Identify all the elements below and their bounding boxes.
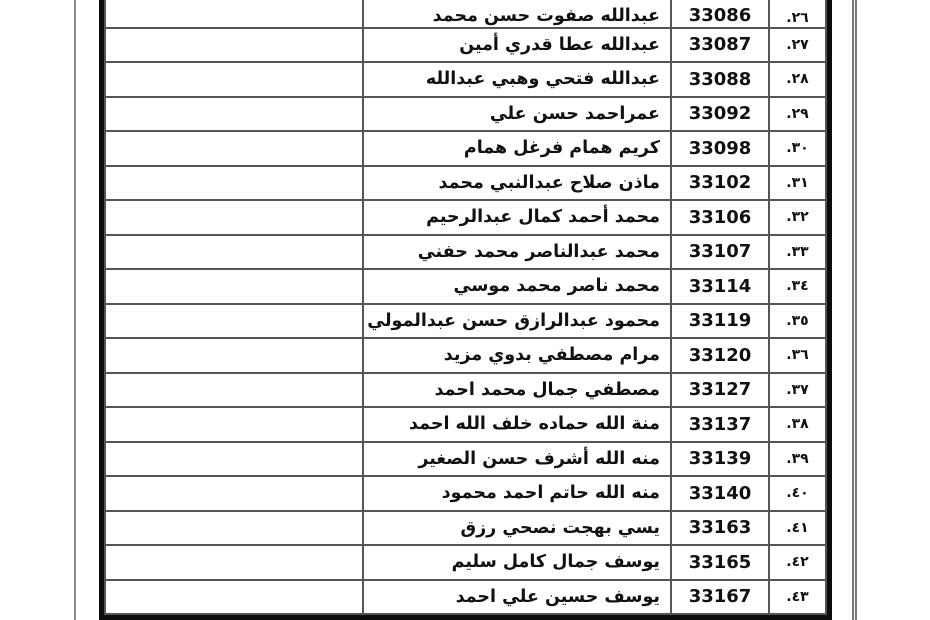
row-name-cell: مصطفي جمال محمد احمد: [363, 373, 671, 408]
row-name-cell: عبدالله عطا قدري أمين: [363, 28, 671, 63]
row-notes-cell: [105, 407, 363, 442]
row-id-cell: 33092: [671, 97, 769, 132]
row-id-cell: 33102: [671, 166, 769, 201]
row-id-cell: 33106: [671, 200, 769, 235]
row-notes-cell: [105, 338, 363, 373]
row-id-cell: 33139: [671, 442, 769, 477]
row-id-cell: 33088: [671, 62, 769, 97]
table-row: [105, 545, 826, 580]
row-id-cell: 33127: [671, 373, 769, 408]
row-serial-cell: ٣٠.: [769, 131, 826, 166]
row-serial-cell: ٣٦.: [769, 338, 826, 373]
row-name-cell: محمد أحمد كمال عبدالرحيم: [363, 200, 671, 235]
row-id-cell: 33107: [671, 235, 769, 270]
row-serial-cell: ٣٣.: [769, 235, 826, 270]
row-id-cell: 33140: [671, 476, 769, 511]
row-serial-cell: ٤٠.: [769, 476, 826, 511]
row-id-cell: 33165: [671, 545, 769, 580]
row-notes-cell: [105, 235, 363, 270]
row-id-cell: 33119: [671, 304, 769, 339]
row-name-cell: منه الله حاتم احمد محمود: [363, 476, 671, 511]
row-serial-cell: ٣٧.: [769, 373, 826, 408]
row-id-cell: 33163: [671, 511, 769, 546]
row-name-cell: مرام مصطفي بدوي مزيد: [363, 338, 671, 373]
row-notes-cell: [105, 166, 363, 201]
row-name-cell: محمد عبدالناصر محمد حفني: [363, 235, 671, 270]
table-row: [105, 97, 826, 132]
table-row: [105, 476, 826, 511]
row-notes-cell: [105, 373, 363, 408]
table-body: [105, 0, 826, 614]
row-notes-cell: [105, 0, 363, 28]
table-row: [105, 511, 826, 546]
row-notes-cell: [105, 131, 363, 166]
row-id-cell: 33167: [671, 580, 769, 615]
row-name-cell: كريم همام فرغل همام: [363, 131, 671, 166]
table-row: [105, 304, 826, 339]
table-row: [105, 0, 826, 28]
row-notes-cell: [105, 200, 363, 235]
row-serial-cell: ٢٦.: [769, 0, 826, 28]
row-name-cell: يوسف جمال كامل سليم: [363, 545, 671, 580]
row-notes-cell: [105, 62, 363, 97]
row-name-cell: محمد ناصر محمد موسي: [363, 269, 671, 304]
row-name-cell: عبدالله صفوت حسن محمد: [363, 0, 671, 28]
roster-table: [104, 0, 827, 615]
row-name-cell: منه الله أشرف حسن الصغير: [363, 442, 671, 477]
row-id-cell: 33087: [671, 28, 769, 63]
row-serial-cell: ٣٢.: [769, 200, 826, 235]
row-notes-cell: [105, 580, 363, 615]
row-notes-cell: [105, 442, 363, 477]
row-notes-cell: [105, 545, 363, 580]
row-id-cell: 33098: [671, 131, 769, 166]
row-id-cell: 33120: [671, 338, 769, 373]
row-serial-cell: ٣١.: [769, 166, 826, 201]
table-row: [105, 373, 826, 408]
name-roster-table: [99, 0, 832, 620]
page-margin-line-left: [74, 0, 76, 620]
table-row: [105, 269, 826, 304]
row-serial-cell: ٣٨.: [769, 407, 826, 442]
row-serial-cell: ٢٧.: [769, 28, 826, 63]
table-row: [105, 62, 826, 97]
row-notes-cell: [105, 511, 363, 546]
table-row: [105, 166, 826, 201]
row-notes-cell: [105, 28, 363, 63]
row-name-cell: عبدالله فتحي وهبي عبدالله: [363, 62, 671, 97]
table-row: [105, 580, 826, 615]
row-serial-cell: ٣٤.: [769, 269, 826, 304]
row-serial-cell: ٤١.: [769, 511, 826, 546]
table-row: [105, 442, 826, 477]
row-serial-cell: ٤٢.: [769, 545, 826, 580]
row-serial-cell: ٢٨.: [769, 62, 826, 97]
table-row: [105, 131, 826, 166]
row-name-cell: عمراحمد حسن علي: [363, 97, 671, 132]
row-id-cell: 33114: [671, 269, 769, 304]
row-id-cell: 33137: [671, 407, 769, 442]
row-notes-cell: [105, 304, 363, 339]
row-serial-cell: ٤٣.: [769, 580, 826, 615]
row-notes-cell: [105, 269, 363, 304]
row-name-cell: محمود عبدالرازق حسن عبدالمولي: [363, 304, 671, 339]
table-row: [105, 200, 826, 235]
row-serial-cell: ٢٩.: [769, 97, 826, 132]
row-name-cell: ماذن صلاح عبدالنبي محمد: [363, 166, 671, 201]
row-name-cell: يسي بهجت نصحي رزق: [363, 511, 671, 546]
row-name-cell: منة الله حماده خلف الله احمد: [363, 407, 671, 442]
table-row: [105, 407, 826, 442]
row-serial-cell: ٣٩.: [769, 442, 826, 477]
row-notes-cell: [105, 476, 363, 511]
row-notes-cell: [105, 97, 363, 132]
row-serial-cell: ٣٥.: [769, 304, 826, 339]
page-margin-line-right: [852, 0, 857, 620]
table-row: [105, 338, 826, 373]
table-row: [105, 235, 826, 270]
row-id-cell: 33086: [671, 0, 769, 28]
row-name-cell: يوسف حسين علي احمد: [363, 580, 671, 615]
table-row: [105, 28, 826, 63]
